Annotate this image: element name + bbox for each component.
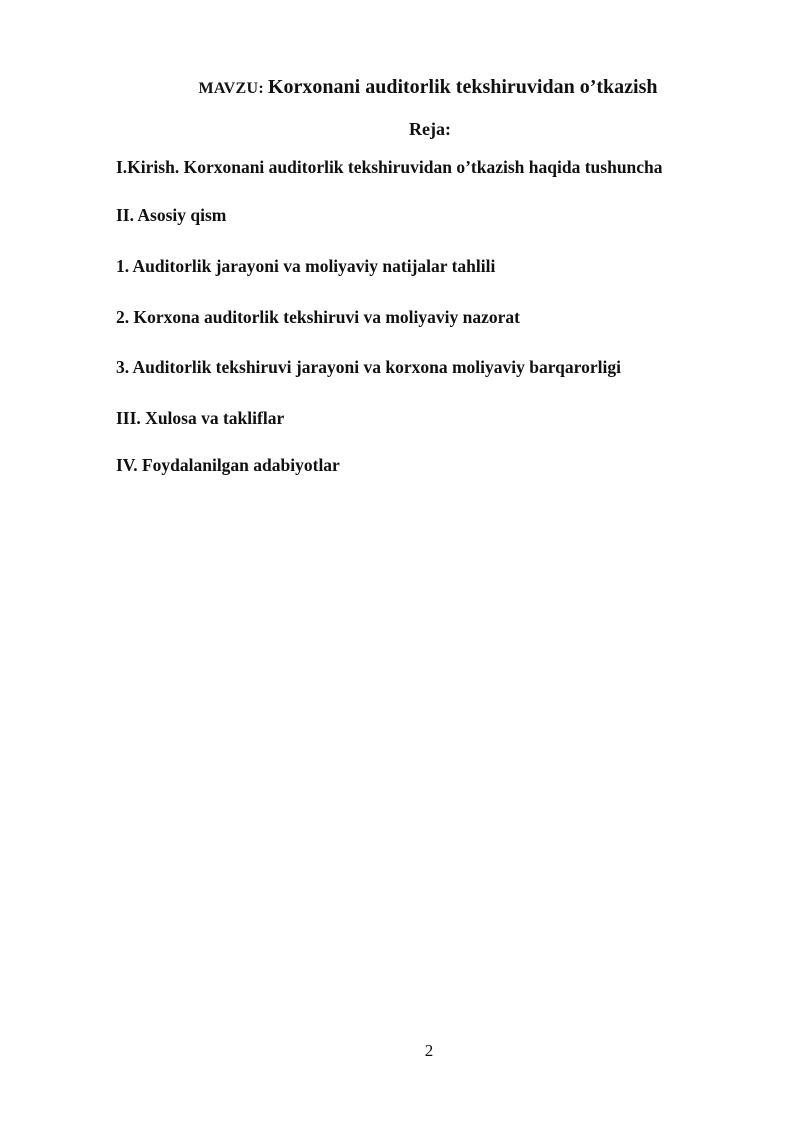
plan-item-1: 1. Auditorlik jarayoni va moliyaviy natijalar tahlili xyxy=(116,256,496,276)
title-topic: Korxonani auditorlik tekshiruvidan o’tkazish xyxy=(267,76,658,98)
title-prefix: MAVZU: xyxy=(198,80,264,97)
plan-item-2: 2. Korxona auditorlik tekshiruvi va moliyaviy nazorat xyxy=(116,307,520,327)
page-number: 2 xyxy=(424,1041,434,1060)
document-title xyxy=(0,76,800,99)
plan-heading: Reja: xyxy=(409,119,451,139)
plan-item-conclusion: III. Xulosa va takliflar xyxy=(116,408,285,428)
plan-item-main-part: II. Asosiy qism xyxy=(116,205,227,225)
plan-item-references: IV. Foydalanilgan adabiyotlar xyxy=(116,455,340,475)
plan-item-introduction: I.Kirish. Korxonani auditorlik tekshiruvidan o’tkazish haqida tushuncha xyxy=(116,157,663,177)
plan-item-3: 3. Auditorlik tekshiruvi jarayoni va korxona moliyaviy barqarorligi xyxy=(116,357,621,377)
